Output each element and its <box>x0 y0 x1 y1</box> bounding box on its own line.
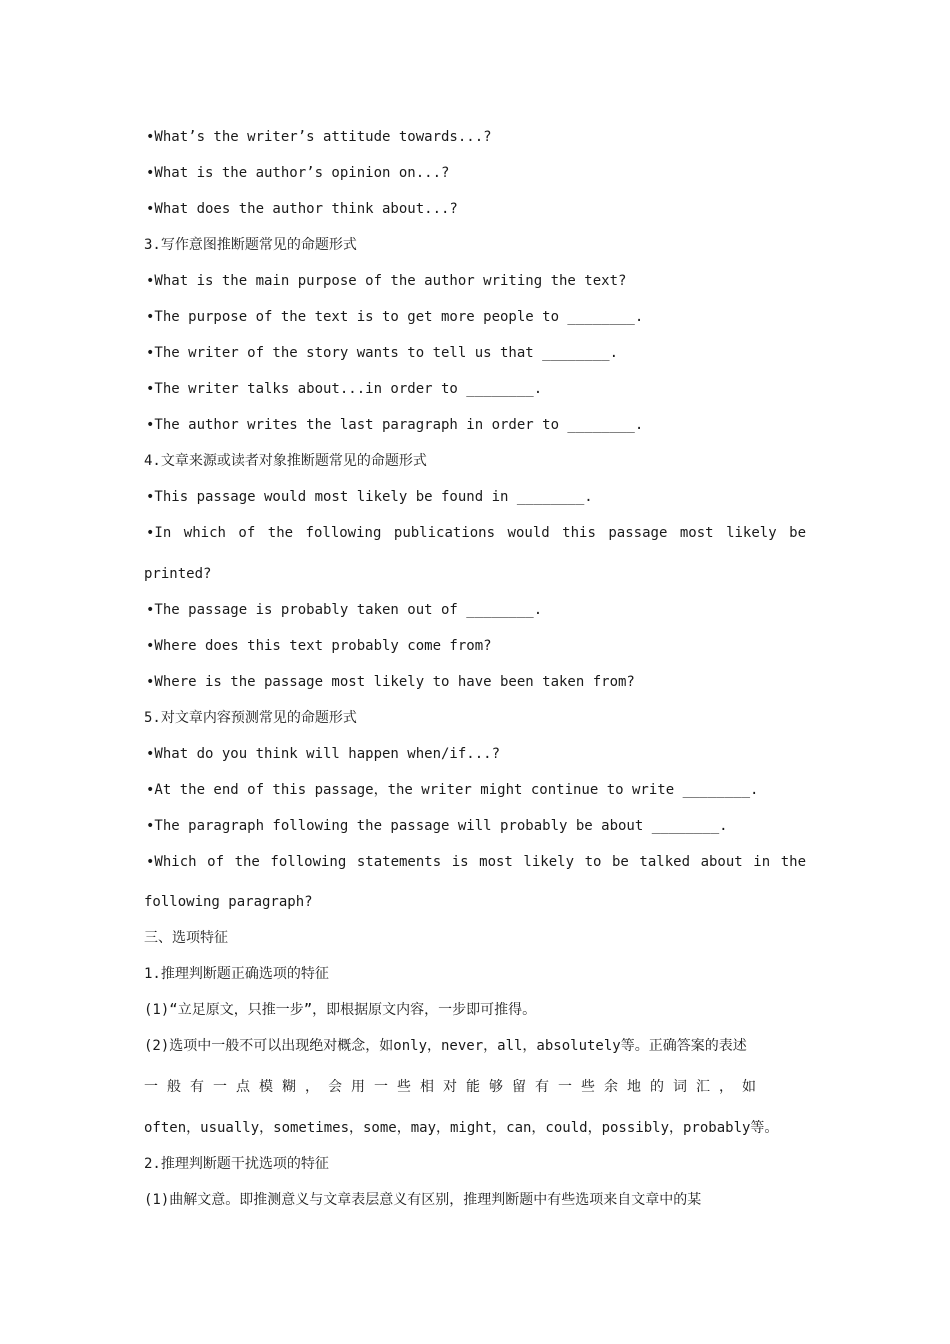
section-heading-content-prediction: 5.对文章内容预测常见的命题形式 <box>144 710 357 726</box>
paragraph-item-2-examples: often，usually，sometimes，some，may，might，can，could，possibly，probably等。 <box>144 1120 779 1136</box>
question-form-continue-to-write: •At the end of this passage，the writer might continue to write ________. <box>146 782 759 798</box>
paragraph-distractor-item-1: (1)曲解文意。即推测意义与文章表层意义有区别，推理判断题中有些选项来自文章中的某 <box>144 1192 702 1208</box>
question-form-text-come-from: •Where does this text probably come from? <box>146 638 492 654</box>
question-form-in-order-to: •The writer talks about...in order to ________. <box>146 381 543 397</box>
question-form-taken-out-of: •The passage is probably taken out of ________. <box>146 602 543 618</box>
paragraph-item-2: (2)选项中一般不可以出现绝对概念，如only，never，all，absolutely等。正确答案的表述 <box>144 1038 747 1054</box>
question-form-publications-cont: printed? <box>144 566 212 582</box>
question-form-main-purpose: •What is the main purpose of the author writing the text? <box>146 273 627 289</box>
question-form-author-opinion: •What is the author’s opinion on...? <box>146 165 450 181</box>
subheading-correct-option-features: 1.推理判断题正确选项的特征 <box>144 966 329 982</box>
question-form-publications: •In which of the following publications would this passage most likely be <box>146 525 806 541</box>
paragraph-item-1: (1)“立足原文，只推一步”，即根据原文内容，一步即可推得。 <box>144 1002 537 1018</box>
question-form-last-paragraph: •The author writes the last paragraph in order to ________. <box>146 417 644 433</box>
section-heading-option-features: 三、选项特征 <box>144 930 228 946</box>
subheading-distractor-option-features: 2.推理判断题干扰选项的特征 <box>144 1156 329 1172</box>
question-form-attitude-towards: •What’s the writer’s attitude towards...? <box>146 129 492 145</box>
question-form-statements: •Which of the following statements is most likely to be talked about in the <box>146 854 806 870</box>
question-form-paragraph-following: •The paragraph following the passage will probably be about ________. <box>146 818 728 834</box>
section-heading-source-audience: 4.文章来源或读者对象推断题常见的命题形式 <box>144 453 427 469</box>
question-form-author-think: •What does the author think about...? <box>146 201 458 217</box>
paragraph-item-2-cont: 一般有一点模糊，会用一些相对能够留有一些余地的词汇，如 <box>144 1079 765 1095</box>
question-form-what-happen: •What do you think will happen when/if...? <box>146 746 501 762</box>
question-form-writer-wants: •The writer of the story wants to tell us that ________. <box>146 345 619 361</box>
question-form-found-in: •This passage would most likely be found in ________. <box>146 489 593 505</box>
question-form-purpose-of-text: •The purpose of the text is to get more people to ________. <box>146 309 644 325</box>
question-form-statements-cont: following paragraph? <box>144 894 313 910</box>
section-heading-writing-intent: 3.写作意图推断题常见的命题形式 <box>144 237 357 253</box>
question-form-taken-from: •Where is the passage most likely to have been taken from? <box>146 674 635 690</box>
